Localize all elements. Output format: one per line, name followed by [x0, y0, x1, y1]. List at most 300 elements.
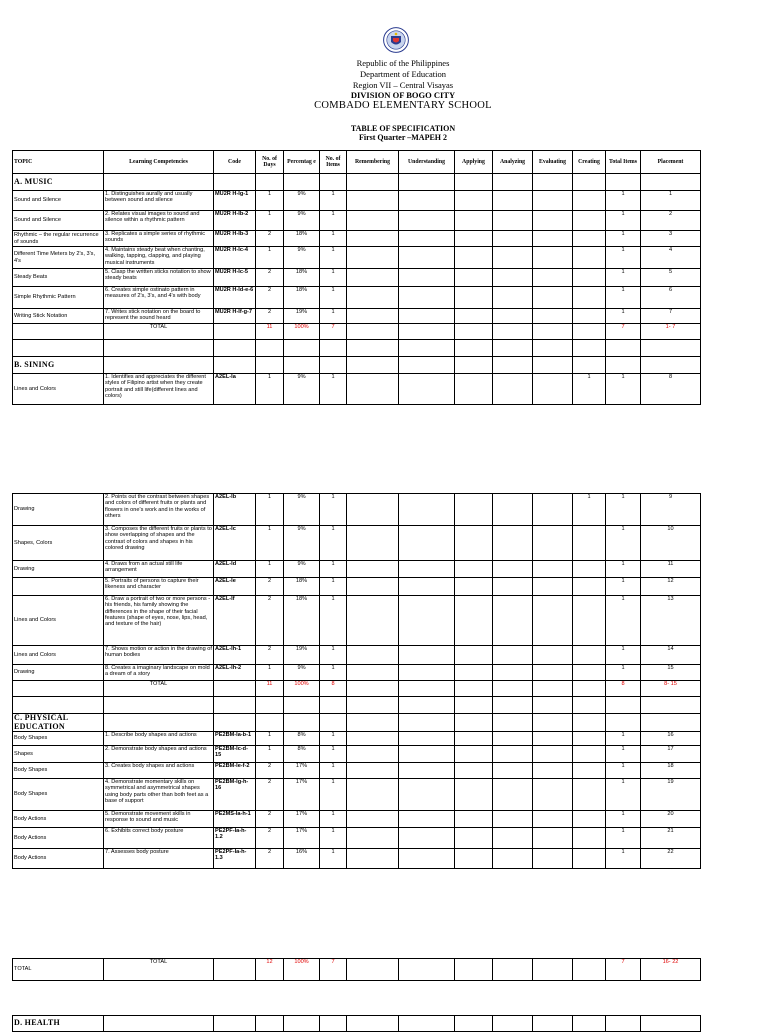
row-analyzing — [493, 247, 533, 269]
row-understanding — [399, 779, 455, 811]
empty-cell — [347, 324, 399, 340]
row-total-items: 1 — [606, 269, 641, 287]
col-remembering: Remembering — [347, 151, 399, 174]
row-understanding — [399, 231, 455, 247]
row-items: 1 — [320, 269, 347, 287]
row-creating — [573, 247, 606, 269]
row-evaluating — [533, 811, 573, 828]
row-understanding — [399, 211, 455, 231]
row-percentage: 19% — [284, 309, 320, 324]
header-department: Department of Education — [360, 69, 446, 79]
empty-cell — [399, 340, 455, 357]
row-creating — [573, 746, 606, 763]
row-days: 2 — [256, 811, 284, 828]
row-topic — [13, 578, 104, 596]
col-placement: Placement — [641, 151, 701, 174]
row-percentage: 17% — [284, 779, 320, 811]
table-row — [13, 287, 701, 309]
total-row-label: TOTAL — [104, 681, 214, 697]
tos-table-2 — [12, 493, 701, 869]
total-row-total-items: 7 — [606, 959, 641, 981]
empty-cell — [606, 714, 641, 732]
col-code: Code — [214, 151, 256, 174]
empty-cell — [13, 697, 104, 714]
empty-cell — [104, 714, 214, 732]
row-learning-competency: 8. Creates a imaginary landscape on mold a dream of a story — [104, 665, 214, 681]
row-code: MU2R H-Ib-2 — [214, 211, 256, 231]
row-applying — [455, 828, 493, 849]
empty-cell — [455, 959, 493, 981]
row-topic: Sound and Silence — [13, 211, 104, 231]
empty-cell — [399, 357, 455, 374]
row-learning-competency: 5. Demonstrate movement skills in response to sound and music — [104, 811, 214, 828]
row-topic: Sound and Silence — [13, 191, 104, 211]
empty-cell — [256, 174, 284, 191]
row-placement: 14 — [641, 646, 701, 665]
row-total-items: 1 — [606, 646, 641, 665]
empty-cell — [399, 324, 455, 340]
empty-cell — [399, 697, 455, 714]
empty-cell — [347, 340, 399, 357]
empty-cell — [399, 174, 455, 191]
row-topic: Body Actions — [13, 849, 104, 869]
table-row — [13, 211, 701, 231]
table-row — [13, 247, 701, 269]
empty-cell — [256, 340, 284, 357]
empty-cell — [256, 714, 284, 732]
total-row-total-items: 8 — [606, 681, 641, 697]
row-understanding — [399, 374, 455, 405]
empty-cell — [573, 324, 606, 340]
total-row-code — [214, 324, 256, 340]
row-understanding — [399, 247, 455, 269]
row-analyzing — [493, 665, 533, 681]
row-topic: Drawing — [13, 494, 104, 526]
row-learning-competency: 3. Replicates a simple series of rhythmic sounds — [104, 231, 214, 247]
row-applying — [455, 211, 493, 231]
row-remembering — [347, 231, 399, 247]
row-analyzing — [493, 828, 533, 849]
total-row — [13, 959, 701, 981]
row-understanding — [399, 746, 455, 763]
row-placement: 6 — [641, 287, 701, 309]
row-learning-competency: 2. Points out the contrast between shapes and colors of different fruits or plants and flowers in one's work and in the works of others — [104, 494, 214, 526]
header-school: COMBADO ELEMENTARY SCHOOL — [314, 100, 492, 111]
row-percentage: 18% — [284, 269, 320, 287]
row-remembering — [347, 309, 399, 324]
empty-cell — [214, 357, 256, 374]
empty-cell — [606, 174, 641, 191]
total-row-total-items: 7 — [606, 324, 641, 340]
row-days: 2 — [256, 763, 284, 779]
row-evaluating — [533, 732, 573, 746]
row-remembering — [347, 211, 399, 231]
row-items: 1 — [320, 646, 347, 665]
row-items: 1 — [320, 828, 347, 849]
row-creating: 1 — [573, 374, 606, 405]
total-row-code — [214, 681, 256, 697]
row-applying — [455, 561, 493, 578]
row-applying — [455, 665, 493, 681]
row-code: PE2BM-Ic-d-15 — [214, 746, 256, 763]
col-percentage: Percentag e — [284, 151, 320, 174]
table-row — [13, 526, 701, 561]
total-row-percentage: 100% — [284, 324, 320, 340]
empty-cell — [455, 174, 493, 191]
table-row — [13, 763, 701, 779]
row-creating — [573, 231, 606, 247]
row-applying — [455, 269, 493, 287]
row-understanding — [399, 732, 455, 746]
row-total-items: 1 — [606, 374, 641, 405]
header-division: DIVISION OF BOGO CITY — [350, 90, 456, 100]
empty-cell — [455, 681, 493, 697]
blank-row — [13, 697, 701, 714]
table-row — [13, 849, 701, 869]
row-analyzing — [493, 561, 533, 578]
table-header-row — [13, 151, 701, 174]
row-percentage: 8% — [284, 732, 320, 746]
tos-table-3 — [12, 958, 701, 981]
empty-cell — [641, 340, 701, 357]
row-remembering — [347, 494, 399, 526]
row-topic: Drawing — [13, 665, 104, 681]
row-percentage: 9% — [284, 561, 320, 578]
row-code: MU2R H-Id-e-6 — [214, 287, 256, 309]
row-total-items: 1 — [606, 494, 641, 526]
row-evaluating — [533, 665, 573, 681]
empty-cell — [347, 697, 399, 714]
section-title: D. HEALTH — [13, 1016, 104, 1032]
row-evaluating — [533, 269, 573, 287]
row-total-items: 1 — [606, 763, 641, 779]
row-analyzing — [493, 732, 533, 746]
row-applying — [455, 247, 493, 269]
row-days: 2 — [256, 779, 284, 811]
row-code: PE2MS-Ia-h-1 — [214, 811, 256, 828]
row-topic: Lines and Colors — [13, 646, 104, 665]
row-items: 1 — [320, 526, 347, 561]
row-topic: Shapes, Colors — [13, 526, 104, 561]
table-row — [13, 374, 701, 405]
row-percentage: 18% — [284, 287, 320, 309]
row-applying — [455, 811, 493, 828]
row-code: MU2R H-Ig-1 — [214, 191, 256, 211]
total-row-topic: TOTAL — [13, 959, 104, 981]
empty-cell — [606, 697, 641, 714]
row-days: 1 — [256, 746, 284, 763]
section-title: B. SINING — [13, 357, 104, 374]
row-code: PE2BM-Ia-b-1 — [214, 732, 256, 746]
row-remembering — [347, 779, 399, 811]
row-applying — [455, 732, 493, 746]
total-row-percentage: 100% — [284, 681, 320, 697]
empty-cell — [493, 174, 533, 191]
row-analyzing — [493, 646, 533, 665]
empty-cell — [455, 714, 493, 732]
row-creating — [573, 269, 606, 287]
row-topic: Simple Rhythmic Pattern — [13, 287, 104, 309]
row-creating — [573, 191, 606, 211]
row-understanding — [399, 191, 455, 211]
section-title: A. MUSIC — [13, 174, 104, 191]
row-applying — [455, 374, 493, 405]
row-remembering — [347, 287, 399, 309]
row-percentage: 9% — [284, 494, 320, 526]
empty-cell — [256, 357, 284, 374]
row-percentage: 9% — [284, 374, 320, 405]
row-placement: 20 — [641, 811, 701, 828]
row-remembering — [347, 665, 399, 681]
empty-cell — [493, 340, 533, 357]
empty-cell — [573, 959, 606, 981]
row-days: 1 — [256, 374, 284, 405]
col-learning-competencies: Learning Competencies — [104, 151, 214, 174]
empty-cell — [533, 681, 573, 697]
total-row-topic — [13, 324, 104, 340]
table-row — [13, 231, 701, 247]
row-topic: Different Time Meters by 2's, 3's, 4's — [13, 247, 104, 269]
row-evaluating — [533, 578, 573, 596]
row-days: 1 — [256, 526, 284, 561]
total-row-topic — [13, 681, 104, 697]
row-days: 1 — [256, 211, 284, 231]
row-evaluating — [533, 779, 573, 811]
row-days: 1 — [256, 494, 284, 526]
row-creating — [573, 646, 606, 665]
row-creating: 1 — [573, 494, 606, 526]
row-code: A2EL-Ia — [214, 374, 256, 405]
row-remembering — [347, 596, 399, 646]
empty-cell — [533, 340, 573, 357]
col-items: No. of Items — [320, 151, 347, 174]
row-learning-competency: 7. Assesses body posture — [104, 849, 214, 869]
row-understanding — [399, 596, 455, 646]
empty-cell — [533, 324, 573, 340]
row-evaluating — [533, 828, 573, 849]
row-placement: 7 — [641, 309, 701, 324]
row-topic: Lines and Colors — [13, 596, 104, 646]
row-analyzing — [493, 763, 533, 779]
row-creating — [573, 811, 606, 828]
row-understanding — [399, 309, 455, 324]
row-remembering — [347, 828, 399, 849]
header-region: Region VII – Central Visayas — [352, 80, 454, 90]
empty-cell — [533, 697, 573, 714]
table-row — [13, 269, 701, 287]
empty-cell — [533, 959, 573, 981]
empty-cell — [606, 340, 641, 357]
empty-cell — [455, 697, 493, 714]
row-applying — [455, 526, 493, 561]
row-applying — [455, 746, 493, 763]
table-row — [13, 309, 701, 324]
row-total-items: 1 — [606, 828, 641, 849]
empty-cell — [214, 697, 256, 714]
empty-cell — [573, 340, 606, 357]
row-items: 1 — [320, 578, 347, 596]
table-row — [13, 665, 701, 681]
row-topic: Rhythmic – the regular recurrence of sounds — [13, 231, 104, 247]
row-total-items: 1 — [606, 596, 641, 646]
row-days: 2 — [256, 646, 284, 665]
empty-cell — [573, 681, 606, 697]
row-creating — [573, 732, 606, 746]
document-title: TABLE OF SPECIFICATION — [350, 124, 456, 133]
empty-cell — [641, 357, 701, 374]
empty-cell — [493, 697, 533, 714]
row-creating — [573, 211, 606, 231]
row-code: MU2R H-Ib-3 — [214, 231, 256, 247]
row-topic: Writing Stick Notation — [13, 309, 104, 324]
row-remembering — [347, 763, 399, 779]
row-creating — [573, 526, 606, 561]
row-applying — [455, 763, 493, 779]
row-items: 1 — [320, 849, 347, 869]
total-row-items: 7 — [320, 959, 347, 981]
empty-cell — [284, 174, 320, 191]
row-items: 1 — [320, 779, 347, 811]
row-days: 2 — [256, 231, 284, 247]
row-placement: 11 — [641, 561, 701, 578]
deped-seal-icon — [383, 27, 409, 53]
row-evaluating — [533, 849, 573, 869]
row-evaluating — [533, 287, 573, 309]
row-evaluating — [533, 211, 573, 231]
row-topic: Body Shapes — [13, 732, 104, 746]
empty-cell — [399, 714, 455, 732]
row-items: 1 — [320, 665, 347, 681]
empty-cell — [493, 357, 533, 374]
empty-cell — [641, 697, 701, 714]
row-placement: 18 — [641, 763, 701, 779]
row-total-items: 1 — [606, 732, 641, 746]
row-days: 2 — [256, 828, 284, 849]
row-learning-competency: 7. Shows motion or action in the drawing of human bodies — [104, 646, 214, 665]
row-learning-competency: 3. Composes the different fruits or plants to show overlapping of shapes and the contrast of colors and shapes in his colored drawing — [104, 526, 214, 561]
empty-cell — [104, 174, 214, 191]
row-analyzing — [493, 309, 533, 324]
row-analyzing — [493, 526, 533, 561]
row-applying — [455, 494, 493, 526]
row-total-items: 1 — [606, 746, 641, 763]
row-learning-competency: 1. Distinguishes aurally and usually between sound and silence — [104, 191, 214, 211]
col-total-items: Total Items — [606, 151, 641, 174]
empty-cell — [641, 174, 701, 191]
row-creating — [573, 849, 606, 869]
row-applying — [455, 849, 493, 869]
row-code: PE2PF-Ia-h-1.2 — [214, 828, 256, 849]
blank-row — [13, 340, 701, 357]
empty-cell — [214, 340, 256, 357]
row-analyzing — [493, 578, 533, 596]
empty-cell — [641, 714, 701, 732]
row-evaluating — [533, 763, 573, 779]
row-items: 1 — [320, 231, 347, 247]
empty-cell — [533, 357, 573, 374]
row-total-items: 1 — [606, 287, 641, 309]
table-row — [13, 732, 701, 746]
empty-cell — [455, 340, 493, 357]
empty-cell — [493, 681, 533, 697]
row-percentage: 17% — [284, 828, 320, 849]
empty-cell — [573, 357, 606, 374]
row-applying — [455, 231, 493, 247]
row-items: 1 — [320, 746, 347, 763]
row-analyzing — [493, 596, 533, 646]
row-placement: 13 — [641, 596, 701, 646]
row-placement: 8 — [641, 374, 701, 405]
row-items: 1 — [320, 494, 347, 526]
row-learning-competency: 6. Exhibits correct body posture — [104, 828, 214, 849]
empty-cell — [284, 714, 320, 732]
row-items: 1 — [320, 811, 347, 828]
row-code: PE2PF-Ia-h-1.3 — [214, 849, 256, 869]
row-days: 1 — [256, 191, 284, 211]
empty-cell — [606, 357, 641, 374]
row-total-items: 1 — [606, 526, 641, 561]
row-code: A2EL-Ih-2 — [214, 665, 256, 681]
document-subtitle: First Quarter –MAPEH 2 — [358, 133, 448, 142]
row-analyzing — [493, 779, 533, 811]
row-remembering — [347, 746, 399, 763]
row-placement: 12 — [641, 578, 701, 596]
row-total-items: 1 — [606, 665, 641, 681]
table-row — [13, 191, 701, 211]
row-learning-competency: 4. Draws from an actual still life arrangement — [104, 561, 214, 578]
total-row-placement: 8- 15 — [641, 681, 701, 697]
row-applying — [455, 646, 493, 665]
row-analyzing — [493, 746, 533, 763]
section-title: C. PHYSICAL EDUCATION — [13, 714, 104, 732]
row-understanding — [399, 665, 455, 681]
row-code: A2EL-Ib — [214, 494, 256, 526]
row-applying — [455, 779, 493, 811]
row-days: 1 — [256, 732, 284, 746]
row-learning-competency: 1. Describe body shapes and actions — [104, 732, 214, 746]
row-days: 2 — [256, 269, 284, 287]
table-row — [13, 828, 701, 849]
row-code: A2EL-If — [214, 596, 256, 646]
total-row-days: 11 — [256, 324, 284, 340]
row-items: 1 — [320, 211, 347, 231]
col-applying: Applying — [455, 151, 493, 174]
row-understanding — [399, 494, 455, 526]
empty-cell — [320, 714, 347, 732]
empty-cell — [104, 340, 214, 357]
row-total-items: 1 — [606, 811, 641, 828]
row-placement: 21 — [641, 828, 701, 849]
empty-cell — [320, 340, 347, 357]
section-row-pe — [13, 714, 701, 732]
row-code: MU2R H-Ic-5 — [214, 269, 256, 287]
row-days: 2 — [256, 309, 284, 324]
row-placement: 3 — [641, 231, 701, 247]
row-understanding — [399, 828, 455, 849]
row-creating — [573, 561, 606, 578]
row-evaluating — [533, 247, 573, 269]
total-row-items: 7 — [320, 324, 347, 340]
total-row-days: 12 — [256, 959, 284, 981]
row-placement: 10 — [641, 526, 701, 561]
empty-cell — [284, 697, 320, 714]
row-percentage: 17% — [284, 811, 320, 828]
row-placement: 22 — [641, 849, 701, 869]
row-percentage: 18% — [284, 596, 320, 646]
row-placement: 15 — [641, 665, 701, 681]
row-creating — [573, 763, 606, 779]
row-percentage: 9% — [284, 191, 320, 211]
